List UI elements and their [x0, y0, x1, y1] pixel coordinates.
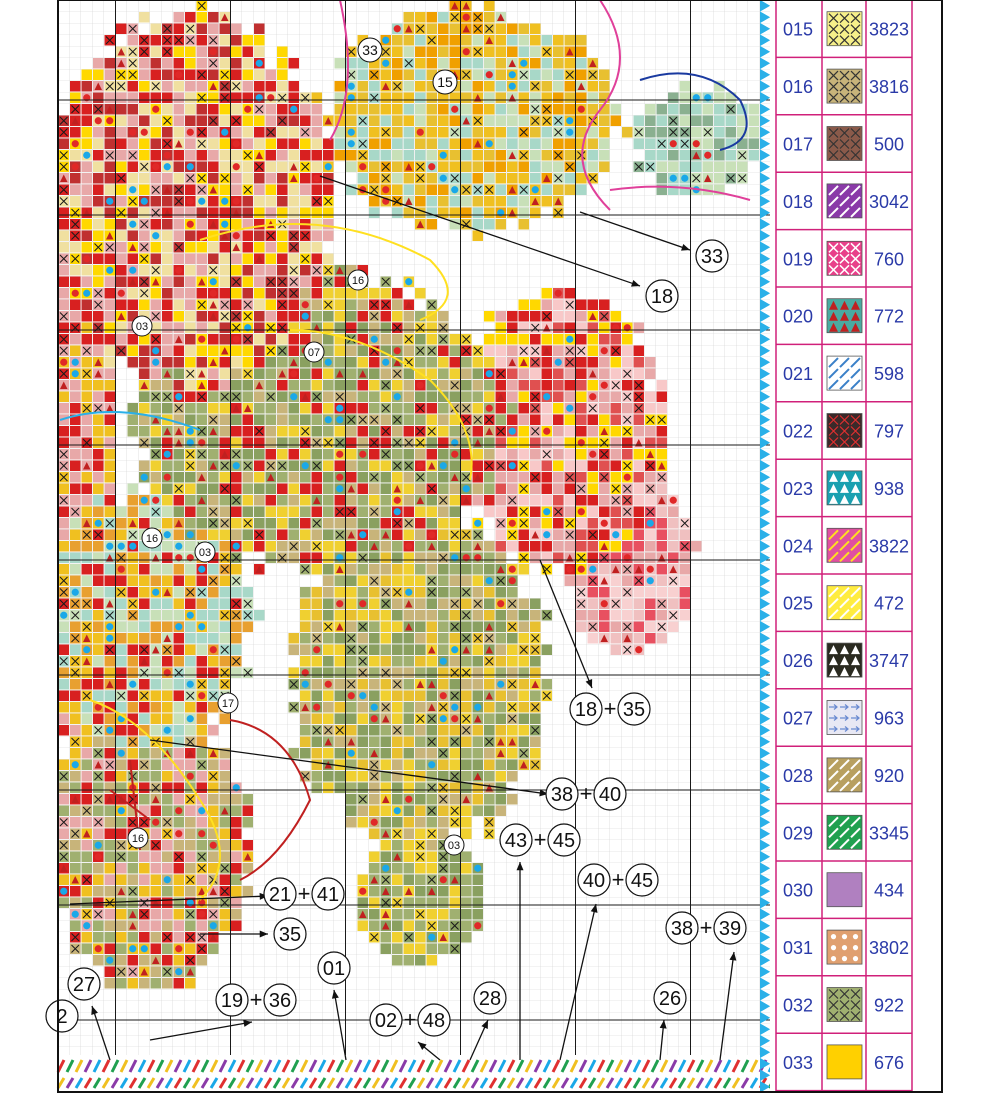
callout-plus: +: [611, 867, 625, 892]
callout-number: 2: [56, 1006, 68, 1028]
callout-number: 45: [630, 870, 654, 892]
area-label: [358, 38, 382, 62]
callout-number: 28: [478, 988, 502, 1010]
callout-number: 33: [700, 246, 724, 268]
legend-number: 015: [782, 19, 814, 40]
swatch-pattern: [829, 71, 860, 102]
callout-number: 18: [574, 699, 598, 721]
callout-plus: +: [403, 1007, 417, 1032]
callout-number: 35: [622, 699, 646, 721]
minor-grid: [58, 0, 770, 1092]
callout-plus: +: [533, 827, 547, 852]
area-label: [444, 835, 464, 855]
area-label: [433, 70, 457, 94]
callout: [46, 1000, 78, 1032]
area-label-text: 03: [198, 547, 212, 559]
callout-number: 43: [504, 830, 528, 852]
callout-plus: +: [603, 696, 617, 721]
callout-number: 38: [670, 918, 694, 940]
legend-number: 017: [782, 134, 814, 155]
area-label: [304, 342, 324, 362]
legend-code: 3816: [868, 77, 910, 98]
area-label: [348, 270, 368, 290]
callout-plus: +: [249, 987, 263, 1012]
area-label: [142, 528, 162, 548]
area-label-text: 17: [221, 698, 235, 710]
bottom-border-band: [58, 1055, 775, 1092]
callout-number: 21: [268, 884, 292, 906]
color-legend: [760, 0, 942, 1093]
callout-number: 19: [220, 990, 244, 1012]
area-label-text: 07: [307, 347, 321, 359]
callout-number: 26: [658, 988, 682, 1010]
callout-number: 27: [72, 974, 96, 996]
callout-number: 40: [582, 870, 606, 892]
callout-number: 41: [316, 884, 340, 906]
area-label: [218, 693, 238, 713]
swatch-pattern: [829, 129, 860, 160]
area-label-text: 16: [145, 533, 159, 545]
legend-number: 016: [782, 77, 814, 98]
legend-code: 3823: [868, 19, 910, 40]
area-label-text: 03: [447, 840, 461, 852]
callout-plus: +: [699, 915, 713, 940]
area-label-text: 33: [362, 42, 378, 58]
callout-number: 40: [598, 784, 622, 806]
callout-number: 48: [422, 1010, 446, 1032]
callout-number: 18: [650, 286, 674, 308]
area-label: [132, 316, 152, 336]
callout-number: 35: [278, 924, 302, 946]
swatch-pattern: [829, 14, 860, 45]
callout-number: 01: [322, 958, 346, 980]
area-label: [195, 542, 215, 562]
area-label-text: 16: [131, 833, 145, 845]
callout-number: 45: [552, 830, 576, 852]
callout-plus: +: [579, 781, 593, 806]
callout-number: 02: [374, 1010, 398, 1032]
area-label-text: 15: [437, 74, 453, 90]
area-label-text: 16: [351, 275, 365, 287]
area-label: [128, 828, 148, 848]
area-label-text: 03: [135, 321, 149, 333]
callout-number: 36: [268, 990, 292, 1012]
callout-plus: +: [297, 881, 311, 906]
callout-number: 39: [718, 918, 742, 940]
callout-number: 38: [550, 784, 574, 806]
